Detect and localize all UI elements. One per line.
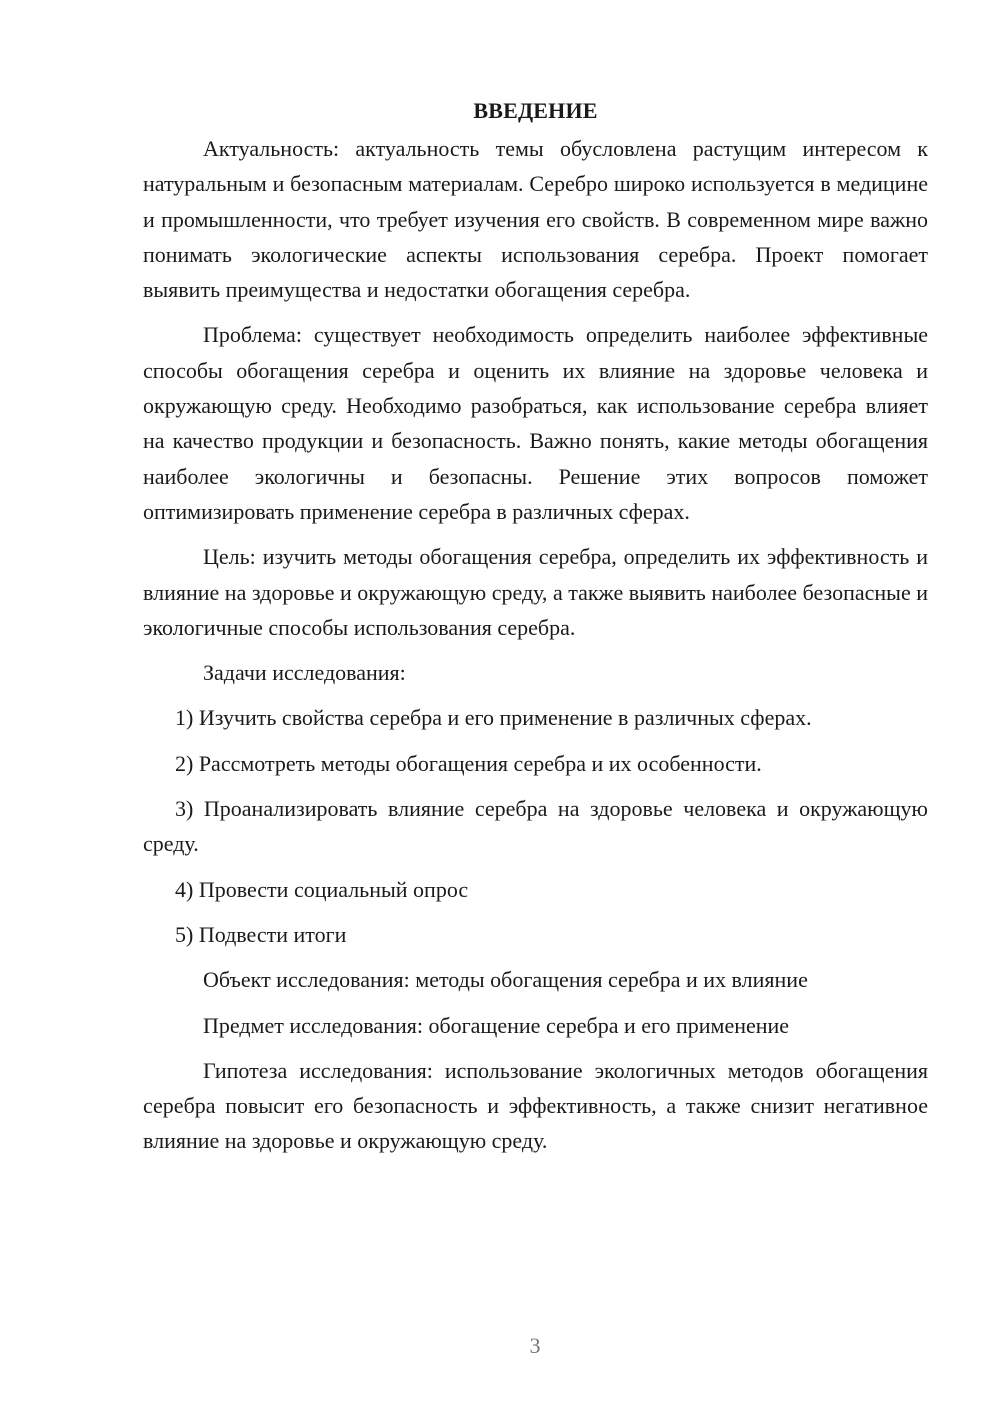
page-title: ВВЕДЕНИЕ bbox=[473, 98, 598, 123]
task-item: 1) Изучить свойства серебра и его применение в различных сферах. bbox=[175, 705, 812, 731]
task-item: 3) Проанализировать влияние серебра на здоровье человека и окружающую среду. bbox=[143, 796, 928, 857]
task-item: 2) Рассмотреть методы обогащения серебра и их особенности. bbox=[175, 750, 762, 776]
relevance-paragraph: Актуальность: актуальность темы обусловлена растущим интересом к натуральным и безопасным материалам. Серебро широко используется в медицине и промышленности, что требует изучения его свойств. В современном мире важно понимать экологические аспекты использования серебра. Проект помогает выявить преимущества и недостатки обогащения серебра. bbox=[143, 136, 928, 303]
page-number: 3 bbox=[529, 1333, 541, 1358]
research-subject: Предмет исследования: обогащение серебра и его применение bbox=[203, 1012, 790, 1038]
goal-paragraph: Цель: изучить методы обогащения серебра, определить их эффективность и влияние на здоровье и окружающую среду, а также выявить наиболее безопасные и экологичные способы использования серебра. bbox=[143, 544, 928, 640]
document-page bbox=[143, 92, 928, 1169]
hypothesis-paragraph: Гипотеза исследования: использование экологичных методов обогащения серебра повысит его безопасность и эффективность, а также снизит негативное влияние на здоровье и окружающую среду. bbox=[143, 1057, 928, 1154]
tasks-heading: Задачи исследования: bbox=[203, 660, 406, 686]
problem-paragraph: Проблема: существует необходимость определить наиболее эффективные способы обогащения серебра и оценить их влияние на здоровье человека и окружающую среду. Необходимо разобраться, как использование серебра влияет на качество продукции и безопасность. Важно понять, какие методы обогащения наиболее экологичны и безопасны. Решение этих вопросов поможет оптимизировать применение серебра в различных сферах. bbox=[143, 322, 928, 524]
task-item: 5) Подвести итоги bbox=[175, 921, 347, 947]
task-item: 4) Провести социальный опрос bbox=[175, 876, 469, 902]
research-object: Объект исследования: методы обогащения серебра и их влияние bbox=[203, 967, 808, 993]
